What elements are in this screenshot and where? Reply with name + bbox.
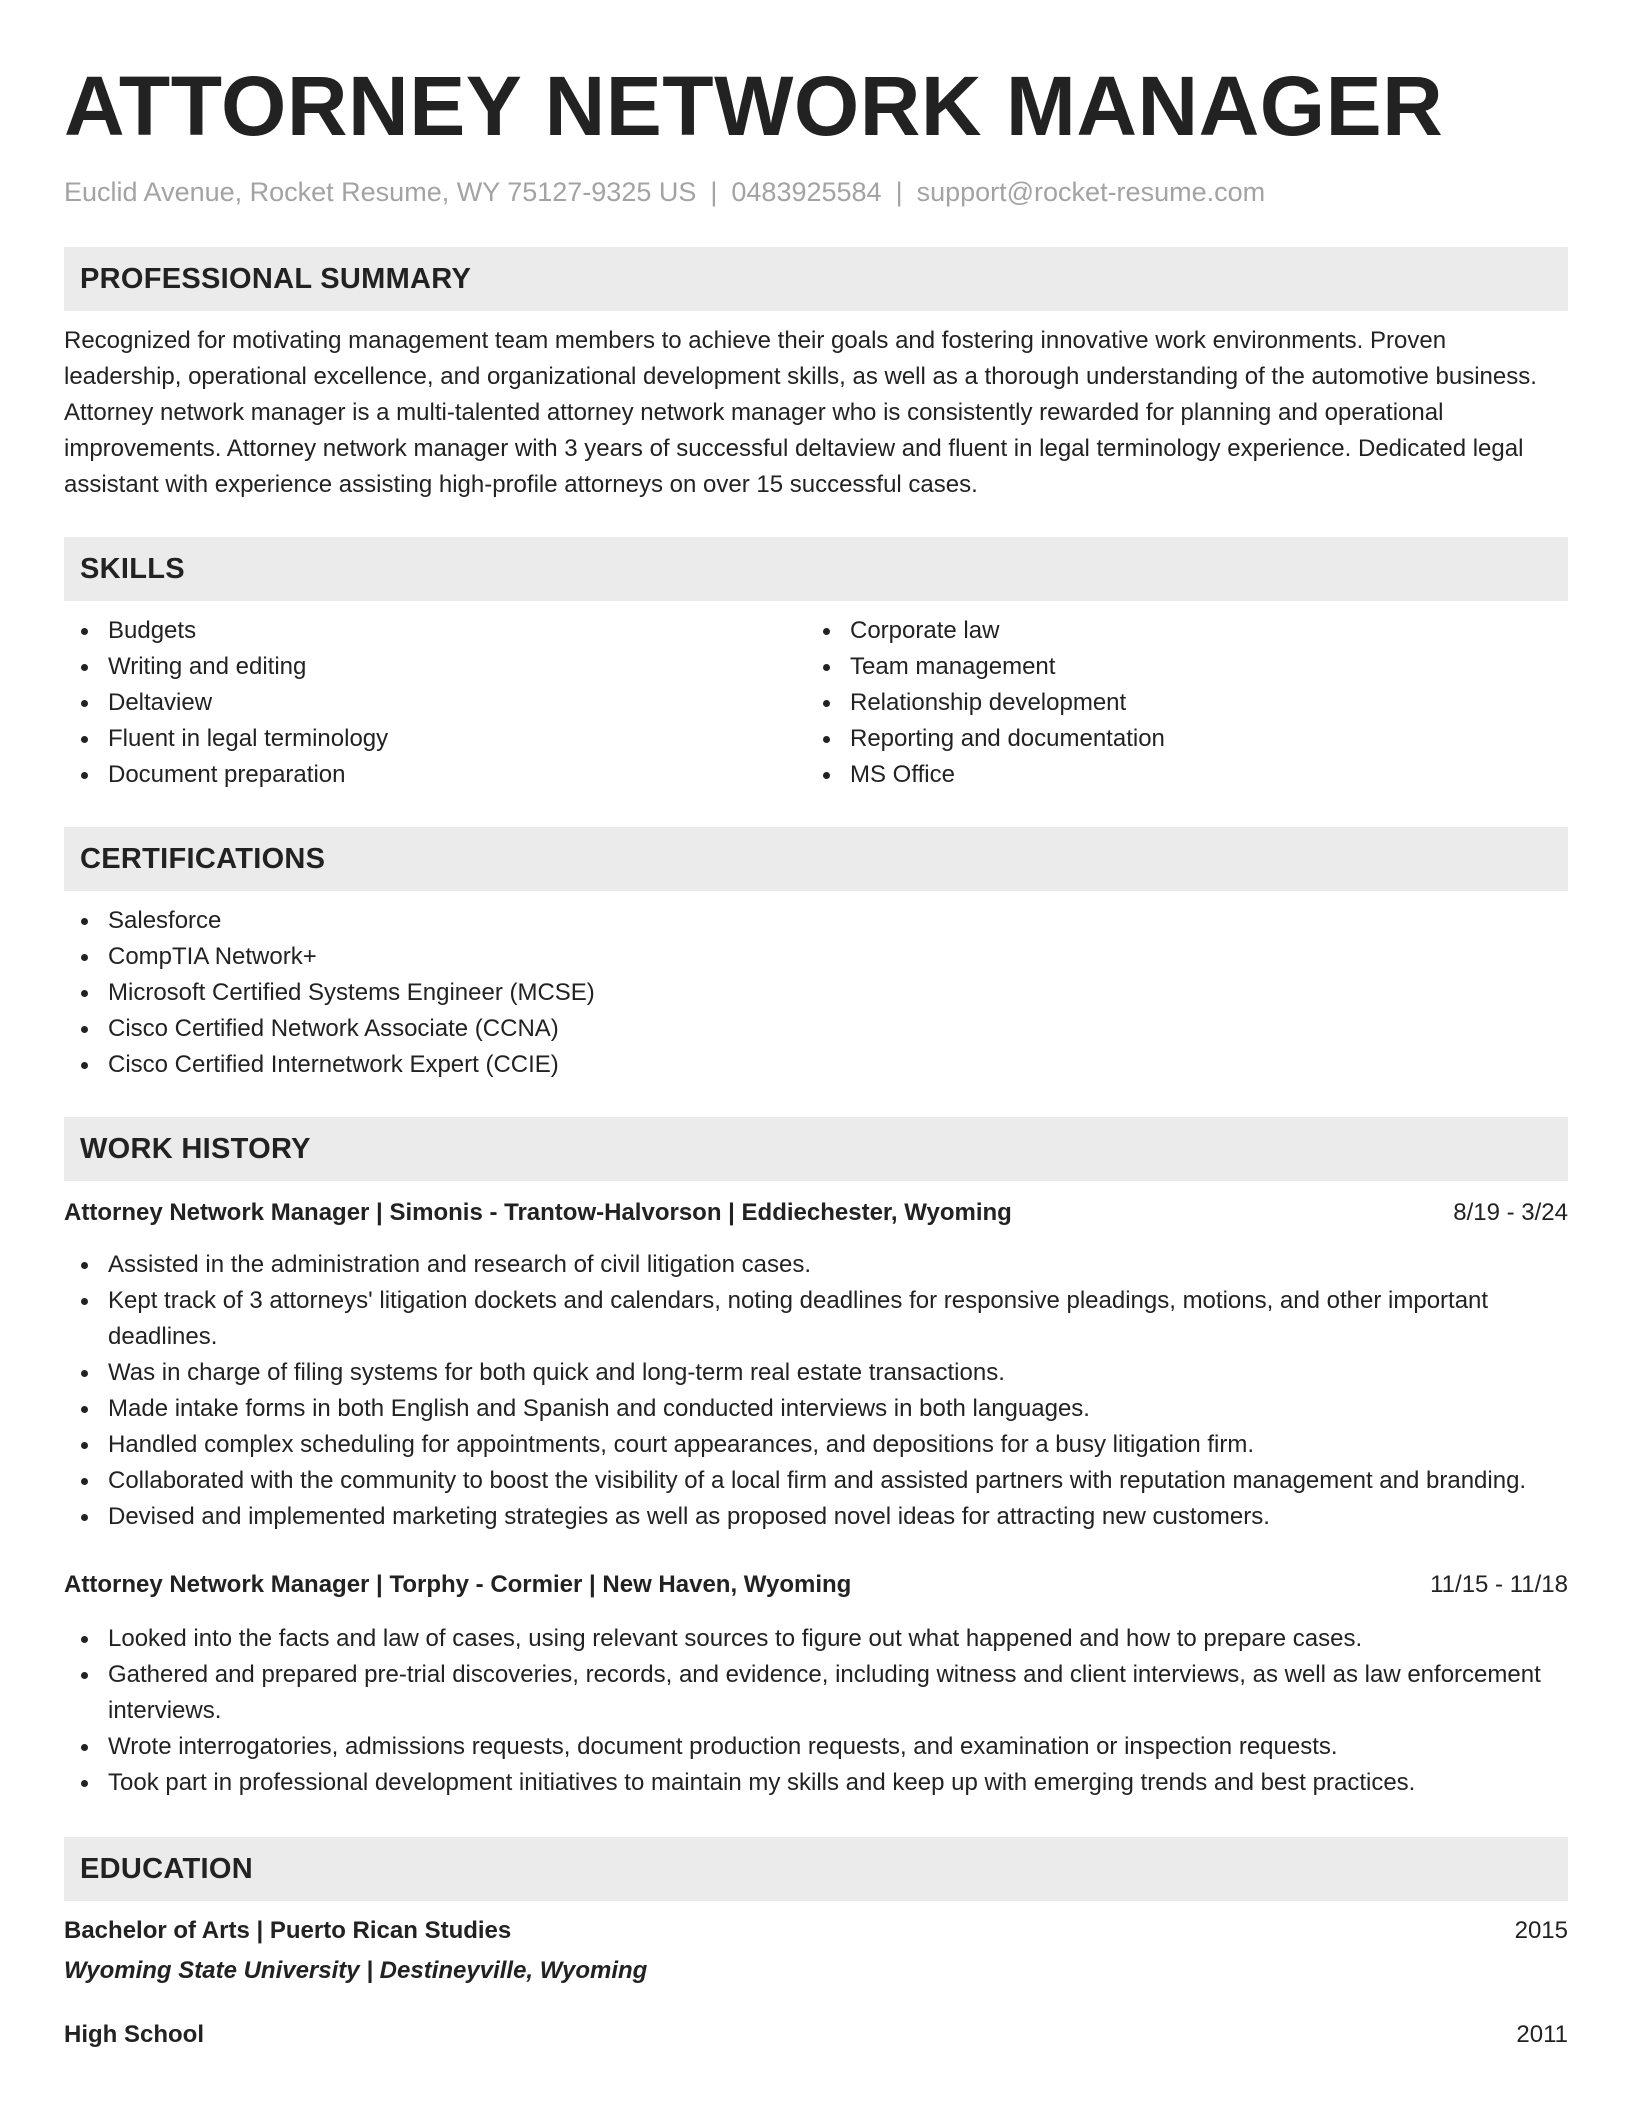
skills-column-left (64, 613, 806, 793)
job-bullet: Made intake forms in both English and Spanish and conducted interviews in both languages. (64, 1391, 1568, 1427)
resume-page (64, 56, 1568, 2053)
summary-text: Recognized for motivating management team members to achieve their goals and fostering innovative work environments. Proven leadership, operational excellence, and organizational development skills, as well as a thorough understanding of the automotive business. Attorney network manager is a multi-talented attorney network manager who is consistently rewarded for planning and operational improvements. Attorney network manager with 3 years of successful deltaview and fluent in legal terminology experience. Dedicated legal assistant with experience assisting high-profile attorneys on over 15 successful cases. (64, 327, 1537, 498)
skills-list (64, 613, 1568, 793)
skill-item: Corporate law (806, 613, 1548, 649)
skill-item: Team management (806, 649, 1548, 685)
skill-item: Writing and editing (64, 649, 806, 685)
section-header-work-history: WORK HISTORY (64, 1117, 1568, 1181)
job-heading-row (64, 1567, 1568, 1603)
education-entry (64, 2017, 1568, 2053)
job-title: Attorney Network Manager | Simonis - Trantow-Halvorson | Eddiechester, Wyoming (64, 1199, 1012, 1226)
job-dates: 8/19 - 3/24 (1453, 1199, 1568, 1226)
skill-item: Deltaview (64, 685, 806, 721)
education-year: 2015 (1514, 1917, 1568, 1944)
skill-item: Relationship development (806, 685, 1548, 721)
job-bullet: Devised and implemented marketing strategies as well as proposed novel ideas for attracting new customers. (64, 1499, 1568, 1535)
education-degree: High School (64, 2021, 204, 2048)
certification-item: Salesforce (64, 903, 1568, 939)
education-school: Wyoming State University | Destineyville, Wyoming (64, 1957, 648, 1984)
skill-item: Fluent in legal terminology (64, 721, 806, 757)
certification-item: Microsoft Certified Systems Engineer (MCSE) (64, 975, 1568, 1011)
skill-item: MS Office (806, 757, 1548, 793)
skill-item: Reporting and documentation (806, 721, 1548, 757)
certification-item: Cisco Certified Internetwork Expert (CCIE) (64, 1047, 1568, 1083)
job-entry (64, 1567, 1568, 1801)
job-bullet: Looked into the facts and law of cases, using relevant sources to figure out what happened and how to prepare cases. (64, 1621, 1568, 1657)
job-bullet: Collaborated with the community to boost the visibility of a local firm and assisted partners with reputation management and branding. (64, 1463, 1568, 1499)
contact-address: Euclid Avenue, Rocket Resume, WY 75127-9325 US (64, 177, 697, 207)
job-heading-row (64, 1195, 1568, 1231)
contact-line (64, 174, 1568, 210)
skills-column-right (806, 613, 1548, 793)
contact-phone: 0483925584 (731, 177, 882, 207)
job-bullets (64, 1247, 1568, 1535)
job-bullet: Assisted in the administration and research of civil litigation cases. (64, 1247, 1568, 1283)
section-header-summary: PROFESSIONAL SUMMARY (64, 247, 1568, 311)
certifications-list (64, 903, 1568, 1083)
job-bullet: Was in charge of filing systems for both quick and long-term real estate transactions. (64, 1355, 1568, 1391)
section-header-certifications: CERTIFICATIONS (64, 827, 1568, 891)
job-bullets (64, 1621, 1568, 1801)
education-year: 2011 (1516, 2021, 1568, 2048)
contact-separator: | (895, 177, 903, 207)
job-bullet: Handled complex scheduling for appointments, court appearances, and depositions for a busy litigation firm. (64, 1427, 1568, 1463)
section-header-skills: SKILLS (64, 537, 1568, 601)
certification-item: Cisco Certified Network Associate (CCNA) (64, 1011, 1568, 1047)
certification-item: CompTIA Network+ (64, 939, 1568, 975)
section-header-education: EDUCATION (64, 1837, 1568, 1901)
skill-item: Document preparation (64, 757, 806, 793)
job-title: Attorney Network Manager | Torphy - Cormier | New Haven, Wyoming (64, 1571, 852, 1598)
candidate-name: ATTORNEY NETWORK MANAGER (64, 59, 1444, 153)
job-bullet: Kept track of 3 attorneys' litigation dockets and calendars, noting deadlines for responsive pleadings, motions, and other important deadlines. (64, 1283, 1568, 1355)
education-degree: Bachelor of Arts | Puerto Rican Studies (64, 1917, 512, 1944)
job-bullet: Took part in professional development initiatives to maintain my skills and keep up with emerging trends and best practices. (64, 1765, 1568, 1801)
job-dates: 11/15 - 11/18 (1430, 1571, 1568, 1598)
education-heading-row (64, 1913, 1568, 1949)
skill-item: Budgets (64, 613, 806, 649)
contact-email[interactable]: support@rocket-resume.com (916, 177, 1266, 207)
contact-separator: | (710, 177, 718, 207)
job-bullet: Gathered and prepared pre-trial discoveries, records, and evidence, including witness and client interviews, as well as law enforcement interviews. (64, 1657, 1568, 1729)
education-heading-row (64, 2017, 1568, 2053)
job-bullet: Wrote interrogatories, admissions requests, document production requests, and examination or inspection requests. (64, 1729, 1568, 1765)
education-entry (64, 1913, 1568, 1989)
job-entry (64, 1195, 1568, 1535)
